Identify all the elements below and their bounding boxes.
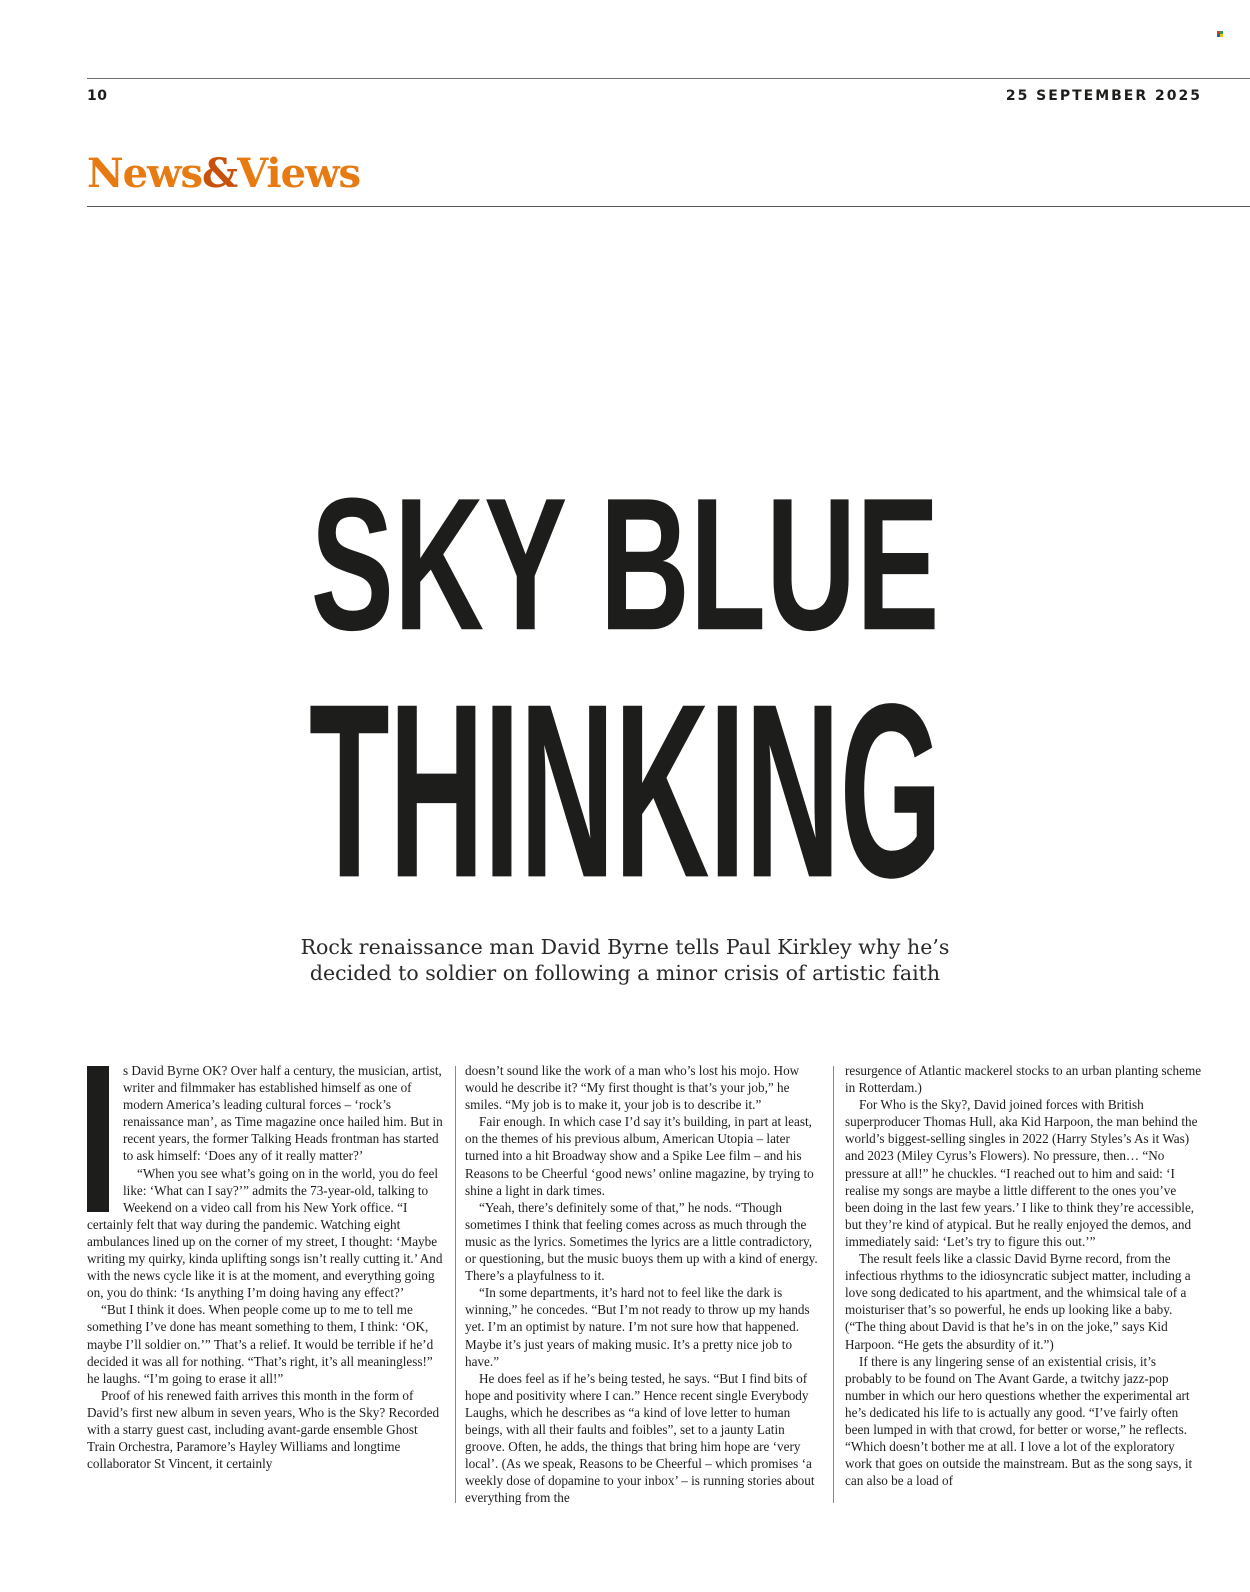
article-column-3 (845, 1062, 1203, 1489)
headline-text-1: SKY BLUE (310, 458, 940, 670)
article-paragraph: Proof of his renewed faith arrives this month in the form of David’s first new album in seven years, Who is the Sky? Recorded with a starry guest cast, including avant-garde ensemble Ghost Train Orchestra, Paramore’s Hayley Williams and longtime collaborator St Vincent, it certainly (87, 1387, 440, 1472)
article-paragraph: “Yeah, there’s definitely some of that,” he nods. “Though sometimes I think that feeling comes across as much through the music as the lyrics. Sometimes the lyrics are a little contradictory, or questioning, but the music buoys them up with a kind of energy. There’s a playfulness to it. (465, 1199, 818, 1284)
standfirst (200, 934, 1050, 986)
article-paragraph: The result feels like a classic David Byrne record, from the infectious rhythms to the idiosyncratic subject matter, including a love song dedicated to his apartment, and the whimsical tale of a moisturiser that’s so powerful, he ends up looking like a baby. (“The thing about David is that he’s in on the joke,” says Kid Harpoon. “He gets the absurdity of it.”) (845, 1251, 1191, 1352)
column-divider (455, 1066, 456, 1503)
article-paragraph: Fair enough. In which case I’d say it’s building, in part at least, on the themes of his previous album, American Utopia – later turned into a hit Broadway show and a Spike Lee film – and his Reasons to be Cheerful ‘good news’ online magazine, by trying to shine a light in dark times. (465, 1114, 814, 1198)
page-number: 10 (87, 88, 108, 104)
section-title-part1: News (87, 150, 202, 197)
headline-text-2: THINKING (308, 653, 942, 930)
issue-date: 25 SEPTEMBER 2025 (1005, 88, 1202, 104)
article-paragraph: “But I think it does. When people come up to me to tell me something I’ve done has meant something to them, I think: ‘OK, maybe I’ll soldier on.’” That’s a relief. It would be terrible if he’d decided it was all for nothing. “That’s right, it’s all meaningless!” he laughs. “I’m going to erase it all!” (87, 1302, 434, 1386)
section-title (87, 150, 360, 197)
column-divider (833, 1066, 834, 1503)
standfirst-line-1: Rock renaissance man David Byrne tells Paul Kirkley why he’s (300, 935, 950, 959)
header-rule (87, 78, 1250, 79)
article-paragraph: “When you see what’s going on in the world, you do feel like: ‘What can I say?’” admits the 73-year-old, talking to Weekend on a video call from his New York office. “I certainly felt that way during the pandemic. Watching eight ambulances lined up on the corner of my street, I thought: ‘Maybe writing my quirky, kinda uplifting songs isn’t really cutting it.’ And with the news cycle like it is at the moment, and everything going on, you do think: ‘Is anything I’m doing having any effect?’ (87, 1165, 443, 1301)
drop-cap (87, 1066, 109, 1212)
article-paragraph: If there is any lingering sense of an existential crisis, it’s probably to be found on The Avant Garde, a twitchy jazz-pop number in which our hero questions whether the experimental art he’s dedicated his life to is actually any good. “I’ve fairly often been lumped in with that crowd, for better or worse,” he reflects. “Which doesn’t bother me at all. I love a lot of the exploratory work that goes on outside the mainstream. But as the song says, it can also be a load of (845, 1353, 1193, 1489)
registration-mark-icon (1217, 31, 1224, 38)
section-title-amp: & (201, 150, 238, 197)
article-paragraph: For Who is the Sky?, David joined forces with British superproducer Thomas Hull, aka Kid Harpoon, the man behind the world’s biggest-selling singles in 2022 (Harry Styles’s As it Was) and 2023 (Miley Cyrus’s Flowers). No pressure, then… “No pressure at all!” he chuckles. “I reached out to him and said: ‘I realise my songs are maybe a little different to the ones you’ve been doing in the last few years.’ I like to think they’re accessible, but they’re kind of atypical. But he really enjoyed the demos, and immediately said: ‘Let’s try to figure this out.’” (845, 1097, 1198, 1249)
headline-line-1 (0, 458, 1250, 670)
article-paragraph: s David Byrne OK? Over half a century, the musician, artist, writer and filmmaker has established himself as one of modern America’s leading cultural forces – ‘rock’s renaissance man’, as Time magazine once hailed him. But in recent years, the former Talking Heads frontman has started to ask himself: ‘Does any of it really matter?’ (123, 1063, 443, 1164)
article-column-2 (465, 1062, 823, 1506)
article-paragraph: resurgence of Atlantic mackerel stocks to an urban planting scheme in Rotterdam.) (845, 1063, 1202, 1096)
article-column-1 (87, 1062, 445, 1472)
section-title-part2: Views (237, 150, 361, 197)
article-paragraph: doesn’t sound like the work of a man who’s lost his mojo. How would he describe it? “My first thought is that’s your job,” he smiles. “My job is to make it, your job is to describe it.” (465, 1063, 800, 1113)
standfirst-line-2: decided to soldier on following a minor crisis of artistic faith (309, 961, 941, 985)
headline-line-2 (0, 653, 1250, 930)
article-paragraph: He does feel as if he’s being tested, he says. “But I find bits of hope and positivity where I can.” Hence recent single Everybody Laughs, which he describes as “a kind of love letter to human beings, with all their faults and foibles”, set to a jaunty Latin groove. Often, he adds, the things that bring him hope are ‘very local’. (As we speak, Reasons to be Cheerful – which promises ‘a weekly dose of dopamine to your inbox’ – is running stories about everything from the (465, 1370, 815, 1506)
section-rule (87, 206, 1250, 207)
article-paragraph: “In some departments, it’s hard not to feel like the dark is winning,” he concedes. “But I’m not ready to throw up my hands yet. I’m an optimist by nature. I’m not sure how that happened. Maybe it’s just years of making music. It’s a pretty nice job to have.” (465, 1285, 810, 1369)
